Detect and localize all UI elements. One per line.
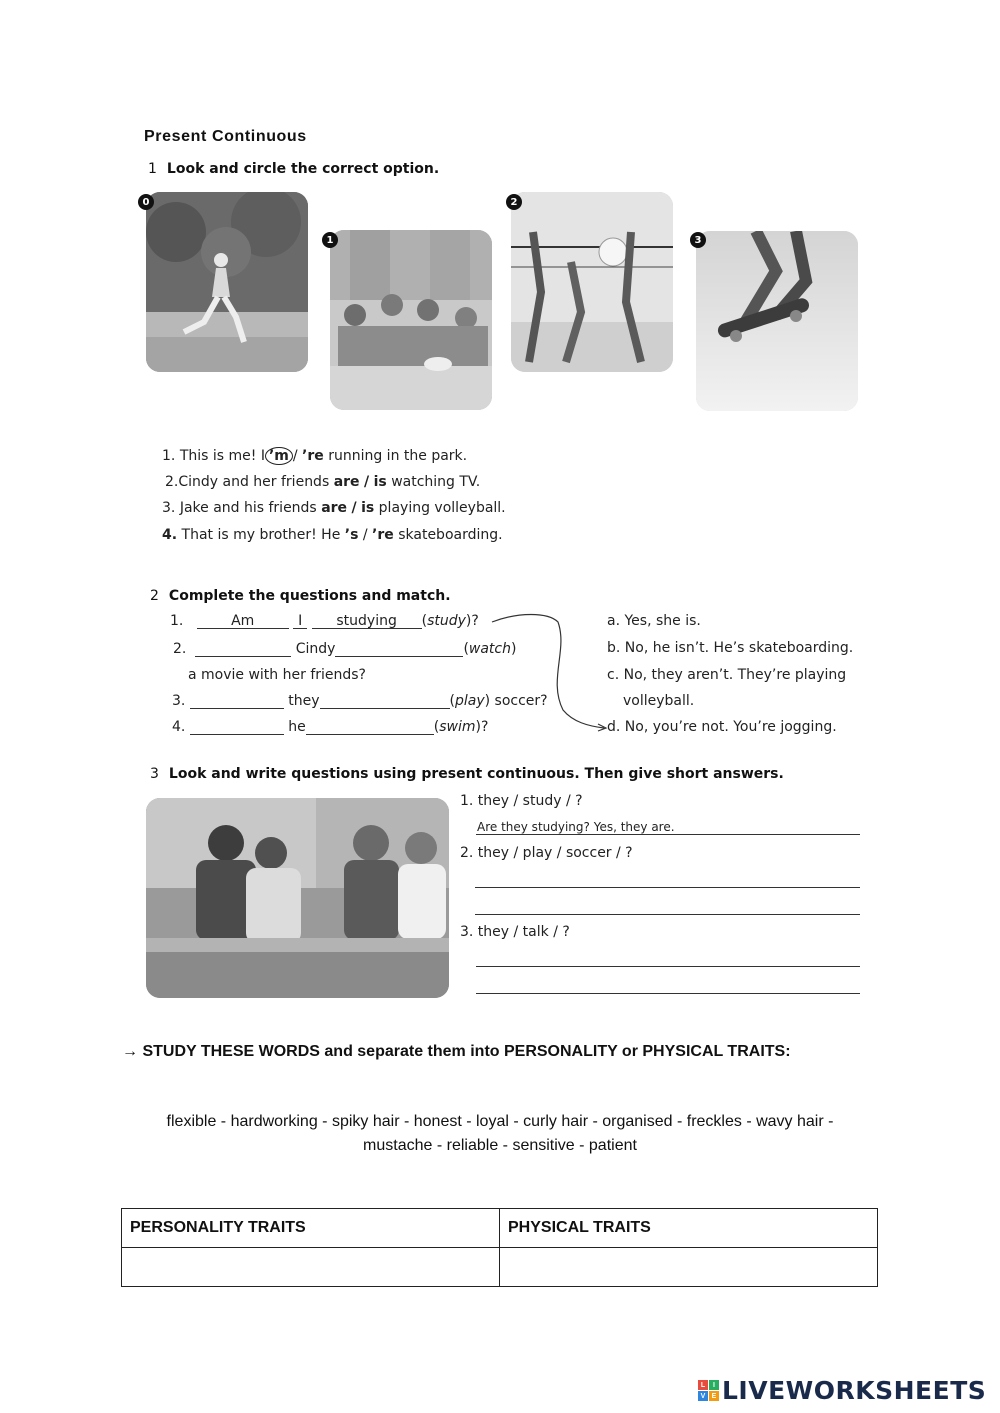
ex1-item-3-end: playing volleyball. — [378, 500, 506, 516]
ex1-item-3-num: 3. — [162, 500, 176, 516]
ex2-q3-end: ) soccer? — [484, 693, 548, 709]
ex3-q3-answer-line-2[interactable] — [476, 993, 860, 994]
ex2-q1-num: 1. — [170, 613, 184, 629]
logo-text: LIVEWORKSHEETS — [722, 1376, 987, 1405]
ex3-q1-answer[interactable]: Are they studying? Yes, they are. — [477, 820, 675, 834]
ex2-instruction — [150, 588, 451, 604]
photo-badge-1: 1 — [322, 232, 338, 248]
logo-mark-letter-v: V — [698, 1391, 708, 1401]
ex1-item-2-text: Cindy and her friends — [178, 474, 330, 490]
ex2-answer-c: c. No, they aren’t. They’re playing — [607, 667, 847, 683]
skateboard-image — [696, 231, 858, 411]
photo-friends-tv — [330, 230, 492, 410]
col-personality-header: PERSONALITY TRAITS — [122, 1209, 500, 1248]
ex2-q1-blank-3[interactable]: studying — [312, 613, 422, 629]
ex1-item-1-text: This is me! I — [179, 448, 265, 464]
liveworksheets-logo-icon — [698, 1380, 719, 1401]
ex2-q4-blank-2[interactable] — [306, 719, 434, 735]
ex3-q2-answer-line-1[interactable] — [475, 887, 860, 888]
ex2-q4-num: 4. — [172, 719, 186, 735]
ex2-q2-word: Cindy — [295, 641, 336, 657]
students-image — [146, 798, 449, 998]
ex1-item-4-text: That is my brother! He — [181, 527, 341, 543]
ex2-q3-blank-1[interactable] — [190, 693, 284, 709]
ex2-q3-blank-2[interactable] — [320, 693, 450, 709]
ex2-answer-c-cont: volleyball. — [623, 693, 695, 709]
ex1-item-2-num: 2. — [165, 474, 179, 490]
photo-students — [146, 798, 449, 998]
vocab-heading: → STUDY THESE WORDS and separate them into PERSONALITY or PHYSICAL TRAITS: — [122, 1043, 791, 1060]
ex2-q2-continuation: a movie with her friends? — [188, 667, 366, 683]
photo-badge-2: 2 — [506, 194, 522, 210]
vocab-word-list: flexible - hardworking - spiky hair - honest - loyal - curly hair - organised - freckles - wavy hair - mustache - reliable - sensitive - patient — [166, 1113, 834, 1154]
logo-mark-letter-l: L — [698, 1380, 708, 1390]
ex2-q4: 4. he (swim)? — [172, 719, 489, 735]
ex2-q2: 2. Cindy (watch) — [173, 641, 517, 657]
ex1-number: 1 — [148, 161, 157, 177]
personality-answer-cell[interactable] — [122, 1248, 500, 1287]
ex1-item-3-option-2[interactable]: is — [361, 500, 375, 516]
ex1-item-2 — [165, 474, 480, 490]
ex2-q3: 3. they (play) soccer? — [172, 693, 548, 709]
ex1-item-1-end: running in the park. — [328, 448, 468, 464]
ex2-q1: 1. Am I studying (study)? — [170, 613, 479, 629]
ex1-item-3-text: Jake and his friends — [179, 500, 317, 516]
runner-image — [146, 192, 308, 372]
ex3-q1: 1. they / study / ? — [460, 793, 583, 809]
match-line — [488, 610, 608, 735]
ex1-item-2-option-1[interactable]: are — [333, 474, 360, 490]
liveworksheets-logo[interactable] — [698, 1376, 986, 1405]
ex1-item-4-option-2[interactable]: ’re — [372, 527, 394, 543]
traits-table — [121, 1208, 878, 1287]
ex3-q3-answer-line-1[interactable] — [476, 966, 860, 967]
ex2-q1-verb: study — [427, 613, 466, 629]
ex2-q1-end: )? — [465, 613, 479, 629]
logo-mark-letter-e: E — [709, 1391, 719, 1401]
photo-volleyball — [511, 192, 673, 372]
ex2-q1-blank-2[interactable]: I — [293, 613, 307, 629]
logo-mark-letter-i: I — [709, 1380, 719, 1390]
ex2-q2-blank-1[interactable] — [195, 641, 291, 657]
ex2-answer-a: a. Yes, she is. — [607, 613, 701, 629]
ex2-q2-verb: watch — [468, 641, 511, 657]
physical-answer-cell[interactable] — [500, 1248, 878, 1287]
ex2-q2-num: 2. — [173, 641, 187, 657]
ex1-item-4 — [162, 527, 503, 543]
photo-badge-3: 3 — [690, 232, 706, 248]
col-physical-header: PHYSICAL TRAITS — [500, 1209, 878, 1248]
ex1-item-2-sep: / — [364, 474, 370, 490]
photo-badge-0: 0 — [138, 194, 154, 210]
ex3-instruction-text: Look and write questions using present continuous. Then give short answers. — [168, 766, 784, 782]
ex1-item-1-option-2[interactable]: ’re — [302, 448, 324, 464]
ex1-item-4-sep: / — [362, 527, 368, 543]
ex1-item-2-option-2[interactable]: is — [373, 474, 387, 490]
ex3-q2: 2. they / play / soccer / ? — [460, 845, 633, 861]
ex3-q3: 3. they / talk / ? — [460, 924, 570, 940]
ex1-instruction-text: Look and circle the correct option. — [166, 161, 440, 177]
ex2-q4-end: )? — [475, 719, 489, 735]
ex1-item-4-num: 4. — [162, 527, 178, 543]
ex2-q2-blank-2[interactable] — [335, 641, 463, 657]
ex2-answer-b: b. No, he isn’t. He’s skateboarding. — [607, 640, 854, 656]
photo-runner — [146, 192, 308, 372]
ex1-item-3-option-1[interactable]: are — [321, 500, 348, 516]
page-title: Present Continuous — [144, 128, 307, 145]
ex1-item-1 — [162, 447, 467, 465]
ex2-number: 2 — [150, 588, 159, 604]
ex3-q2-answer-line-2[interactable] — [475, 914, 860, 915]
ex1-instruction — [148, 161, 439, 177]
ex1-item-1-sep: / — [292, 448, 298, 464]
ex2-q4-verb: swim — [439, 719, 476, 735]
ex1-item-3-sep: / — [351, 500, 357, 516]
ex2-q3-word: they — [288, 693, 320, 709]
ex3-q1-answer-line — [476, 834, 860, 835]
ex2-q4-blank-1[interactable] — [190, 719, 284, 735]
ex2-answer-d: d. No, you’re not. You’re jogging. — [607, 719, 837, 735]
ex1-item-4-option-1[interactable]: ’s — [344, 527, 359, 543]
friends-tv-image — [330, 230, 492, 410]
ex1-item-3 — [162, 500, 506, 516]
photo-skateboard — [696, 231, 858, 411]
ex2-q4-word: he — [288, 719, 306, 735]
volleyball-image — [511, 192, 673, 372]
ex1-item-1-num: 1. — [162, 448, 176, 464]
ex2-q1-blank-1[interactable]: Am — [197, 613, 289, 629]
ex2-q3-num: 3. — [172, 693, 186, 709]
ex1-item-4-end: skateboarding. — [398, 527, 503, 543]
ex3-instruction — [150, 766, 784, 782]
ex1-item-1-circled-option[interactable]: ’m — [265, 447, 293, 465]
ex3-number: 3 — [150, 766, 159, 782]
ex1-item-2-end: watching TV. — [391, 474, 481, 490]
ex2-q3-verb: play — [455, 693, 485, 709]
ex2-instruction-text: Complete the questions and match. — [168, 588, 451, 604]
